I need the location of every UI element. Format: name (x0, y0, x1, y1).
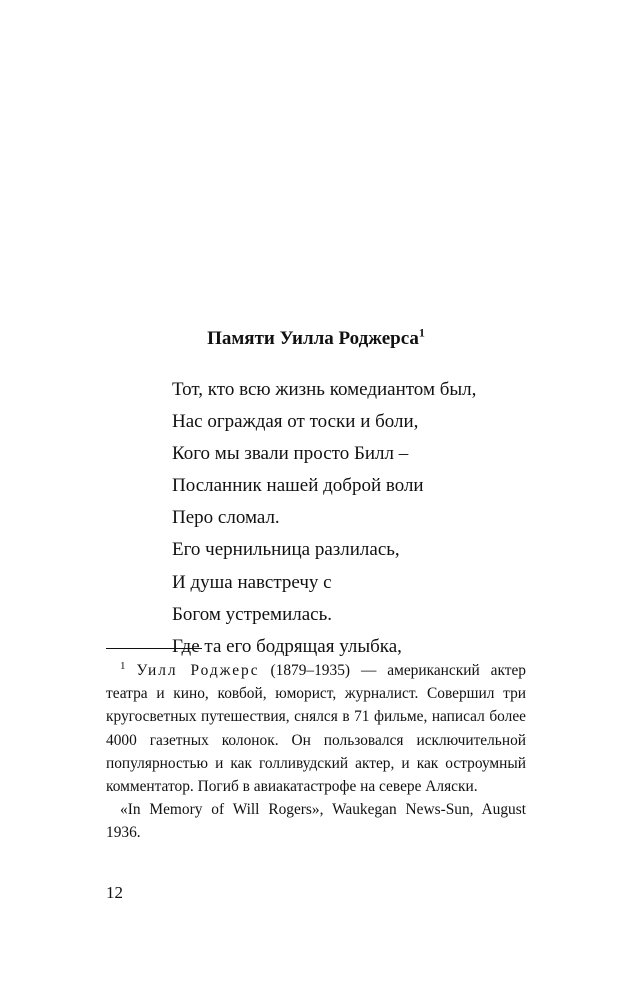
poem-line: Нас ограждая от тоски и боли, (172, 411, 419, 433)
poem-body (172, 374, 476, 663)
poem-line: Кого мы звали просто Билл – (172, 443, 409, 465)
footnote-marker: 1 (120, 659, 126, 672)
poem-title-text: Памяти Уилла Роджерса (207, 328, 419, 349)
poem-line: Тот, кто всю жизнь комедиантом был, (172, 379, 477, 400)
poem-line: Посланник нашей доброй воли (172, 475, 424, 497)
page-number: 12 (106, 883, 123, 902)
title-footnote-marker: 1 (418, 325, 425, 340)
poem-title (0, 326, 632, 352)
poem-line: И душа навстречу с (172, 571, 332, 593)
footnote-text: (1879–1935) — американский актер театра и кино, ковбой, юморист, журналист. Совершил три кругосветных путешествия, снялся в 71 фильме, написал более 4000 газетных колонок. Он пользовался исключительной популярностью и как голливудский актер, и как остроумный комментатор. Погиб в авиакатастрофе на севере Аляски. (106, 662, 526, 796)
footnotes-section (106, 659, 526, 845)
poem-line: Где та его бодрящая улыбка, (172, 635, 402, 657)
footnote-source: «In Memory of Will Rogers», Waukegan News-Sun, August 1936. (106, 801, 526, 842)
poem-line: Перо сломал. (172, 507, 280, 529)
poem-line: Богом устремилась. (172, 603, 332, 625)
footnote-divider (106, 648, 202, 649)
poem-line: Его чернильница разлилась, (172, 539, 400, 561)
footnote-1 (106, 659, 526, 798)
footnote-name: Уилл Роджерс (136, 662, 260, 679)
